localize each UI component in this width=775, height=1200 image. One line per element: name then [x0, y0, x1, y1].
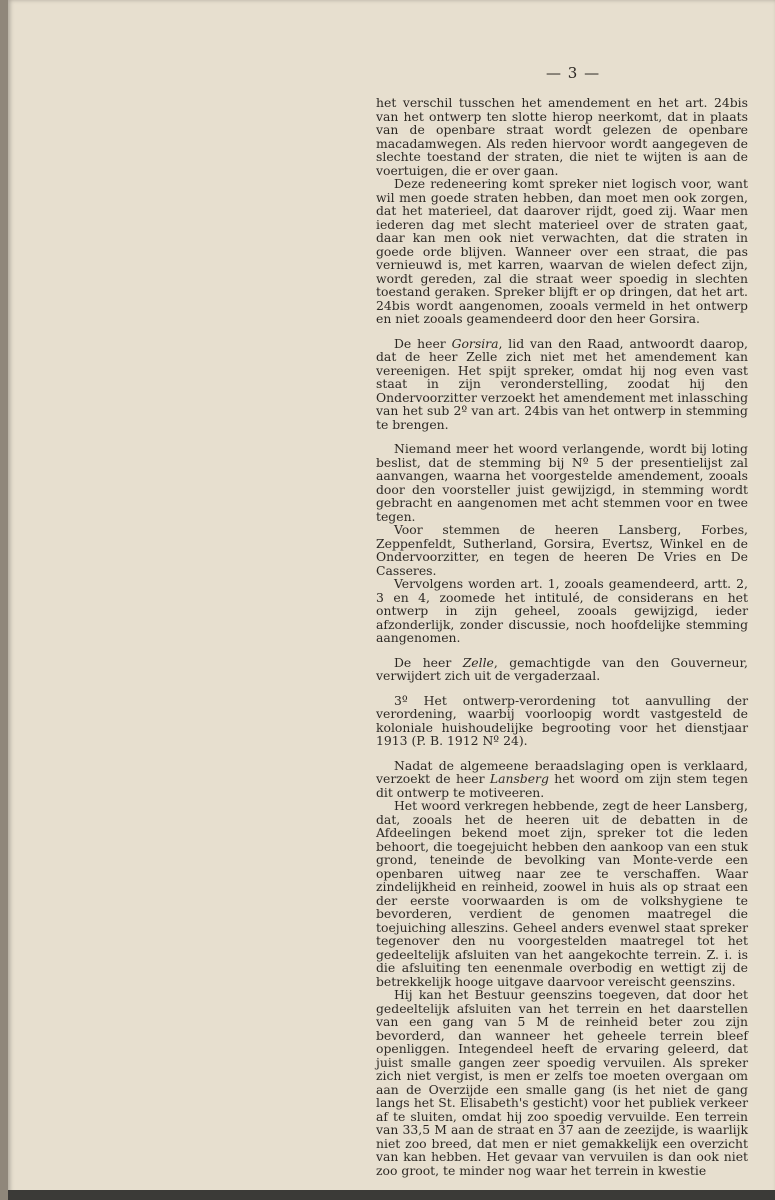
- paragraph: 3º Het ontwerp-verordening tot aanvulling der verordening, waarbij voorloopig wordt vastgesteld de koloniale huishoudelijke begrooting voor het dienstjaar 1913 (P. B. 1912 Nº 24).: [376, 692, 748, 748]
- paragraph: het verschil tusschen het amendement en het art. 24bis van het ontwerp ten slotte hierop neerkomt, dat in plaats van de openbare straat wordt gelezen de openbare macadamwegen. Als reden hiervoor wordt aangegeven de slechte toestand der straten, die niet te wijten is aan de voertuigen, die er over gaan.: [376, 95, 748, 178]
- page-number: — 3 —: [546, 64, 601, 82]
- speaker-name: Gorsira: [451, 335, 499, 351]
- speaker-name: Lansberg: [489, 771, 549, 786]
- paragraph: Voor stemmen de heeren Lansberg, Forbes, Zeppenfeldt, Sutherland, Gorsira, Evertsz, Winkel en de Ondervoorzitter, en tegen de heeren De Vries en De Casseres.: [376, 522, 748, 578]
- document-page: [8, 0, 775, 1200]
- body-text: [376, 96, 748, 1177]
- paragraph: Nadat de algemeene beraadslaging open is verklaard, verzoekt de heer Lansberg het woord om zijn stem tegen dit ontwerp te motiveeren.: [376, 757, 748, 800]
- paragraph: De heer Zelle, gemachtigde van den Gouverneur, verwijdert zich uit de vergaderzaal.: [376, 654, 748, 683]
- speaker-name: Zelle: [462, 654, 494, 670]
- paragraph: De heer Gorsira, lid van den Raad, antwoordt daarop, dat de heer Zelle zich niet met het amendement kan vereenigen. Het spijt spreker, omdat hij nog even vast staat in zijn veronderstelling, zoodat hij den Ondervoorzitter verzoekt het amendement met inlassching van het sub 2º van art. 24bis van het ontwerp in stemming te brengen.: [376, 335, 748, 432]
- paragraph: Hij kan het Bestuur geenszins toegeven, dat door het gedeeltelijk afsluiten van het terrein en het daarstellen van een gang van 5 M de reinheid beter zou zijn bevorderd, dan wanneer het geheele terrein bleef openliggen. Integendeel heeft de ervaring geleerd, dat juist smalle gangen zeer spoedig vervuilen. Als spreker zich niet vergist, is men er zelfs toe moeten overgaan om aan de Overzijde een smalle gang (is het niet de gang langs het St. Elisabeth's gesticht) voor het publiek verkeer af te sluiten, omdat hij zoo spoedig vervuilde. Een terrein van 33,5 M aan de straat en 37 aan de zeezijde, is waarlijk niet zoo breed, dat men er niet gemakkelijk een overzicht van kan hebben. Het gevaar van vervuilen is dan ook niet zoo groot, te minder nog waar het terrein in kwestie: [376, 987, 748, 1178]
- paragraph: Het woord verkregen hebbende, zegt de heer Lansberg, dat, zooals het de heeren uit de debatten in de Afdeelingen bekend moet zijn, spreker tot die leden behoort, die toegejuicht hebben den aankoop van een stuk grond, teneinde de bevolking van Monte-verde een openbaren uitweg naar zee te verschaffen. Waar zindelijkheid en reinheid, zoowel in huis als op straat een der eerste voorwaarden is om de volkshygiene te bevorderen, verdient de genomen maatregel die toejuiching alleszins. Geheel anders evenwel staat spreker tegenover den nu voorgestelden maatregel tot het gedeeltelijk afsluiten van het aangekochte terrein. Z. i. is die afsluiting ten eenenmale overbodig en wettigt zij de betrekkelijk hooge uitgave daarvoor vereischt geenszins.: [376, 798, 748, 989]
- scan-left-edge: [0, 0, 8, 1200]
- paragraph: Vervolgens worden art. 1, zooals geamendeerd, artt. 2, 3 en 4, zoomede het intitulé, de considerans en het ontwerp in zijn geheel, zooals gewijzigd, ieder afzonderlijk, zonder discussie, noch hoofdelijke stemming aangenomen.: [376, 576, 748, 645]
- paragraph: Deze redeneering komt spreker niet logisch voor, want wil men goede straten hebben, dan moet men ook zorgen, dat het materieel, dat daarover rijdt, goed zij. Waar men iederen dag met slecht materieel over de straten gaat, daar kan men ook niet verwachten, dat die straten in goede orde blijven. Wanneer over een straat, die pas vernieuwd is, met karren, waarvan de wielen defect zijn, wordt gereden, zal die straat weer spoedig in slechten toestand geraken. Spreker blijft er op dringen, dat het art. 24bis wordt aangenomen, zooals vermeld in het ontwerp en niet zooals geamendeerd door den heer Gorsira.: [376, 176, 748, 326]
- scan-bottom-edge: [8, 1190, 775, 1200]
- paragraph: Niemand meer het woord verlangende, wordt bij loting beslist, dat de stemming bij Nº 5 der presentielijst zal aanvangen, waarna het voorgestelde amendement, zooals door den voorsteller juist gewijzigd, in stemming wordt gebracht en aangenomen met acht stemmen voor en twee tegen.: [376, 441, 748, 524]
